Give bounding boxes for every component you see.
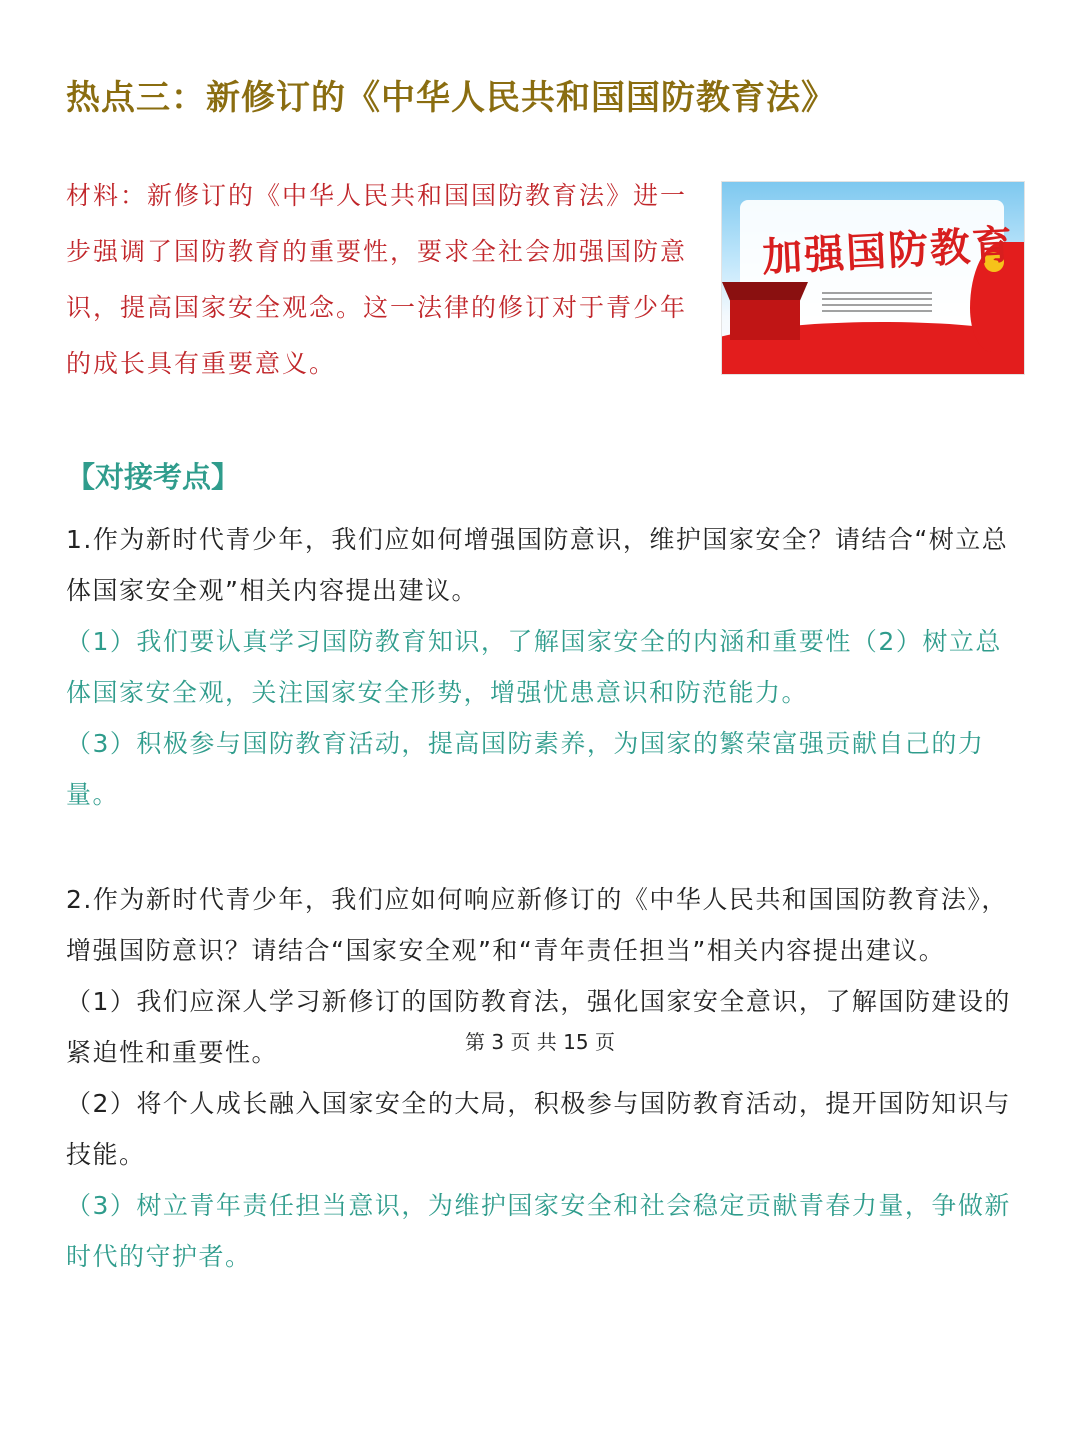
national-defense-banner-image — [721, 181, 1025, 375]
page-number: 第 3 页 共 15 页 — [465, 1030, 615, 1054]
banner-slogan: 加强国防教育 — [761, 221, 1016, 282]
answer-1-part-b: （3）积极参与国防教育活动，提高国防素养，为国家的繁荣富强贡献自己的力量。 — [66, 729, 985, 809]
answer-2-item-3: （3）树立青年责任担当意识，为维护国家安全和社会稳定贡献青春力量，争做新时代的守护者。 — [66, 1191, 1011, 1271]
page-title: 热点三：新修订的《中华人民共和国国防教育法》 — [66, 78, 836, 118]
tiananmen-icon — [730, 300, 800, 340]
section-heading: 【对接考点】 — [66, 460, 241, 494]
tiananmen-roof-icon — [722, 282, 808, 302]
material-text: 材料：新修订的《中华人民共和国国防教育法》进一步强调了国防教育的重要性，要求全社会加强国防意识，提高国家安全观念。这一法律的修订对于青少年的成长具有重要意义。 — [66, 181, 688, 378]
question-2: 2.作为新时代青少年，我们应如何响应新修订的《中华人民共和国国防教育法》，增强国防意识？请结合“国家安全观”和“青年责任担当”相关内容提出建议。 — [66, 885, 1008, 965]
answer-1-part-a: （1）我们要认真学习国防教育知识，了解国家安全的内涵和重要性（2）树立总体国家安全观，关注国家安全形势，增强忧患意识和防范能力。 — [66, 627, 1002, 707]
banner-fine-print — [822, 292, 932, 314]
answer-2-item-2: （2）将个人成长融入国家安全的大局，积极参与国防教育活动，提开国防知识与技能。 — [66, 1089, 1011, 1169]
answer-2-item-1: （1）我们应深人学习新修订的国防教育法，强化国家安全意识，了解国防建设的紧迫性和重要性。 — [66, 987, 1011, 1067]
question-1: 1.作为新时代青少年，我们应如何增强国防意识，维护国家安全？请结合“树立总体国家安全观”相关内容提出建议。 — [66, 525, 1009, 605]
